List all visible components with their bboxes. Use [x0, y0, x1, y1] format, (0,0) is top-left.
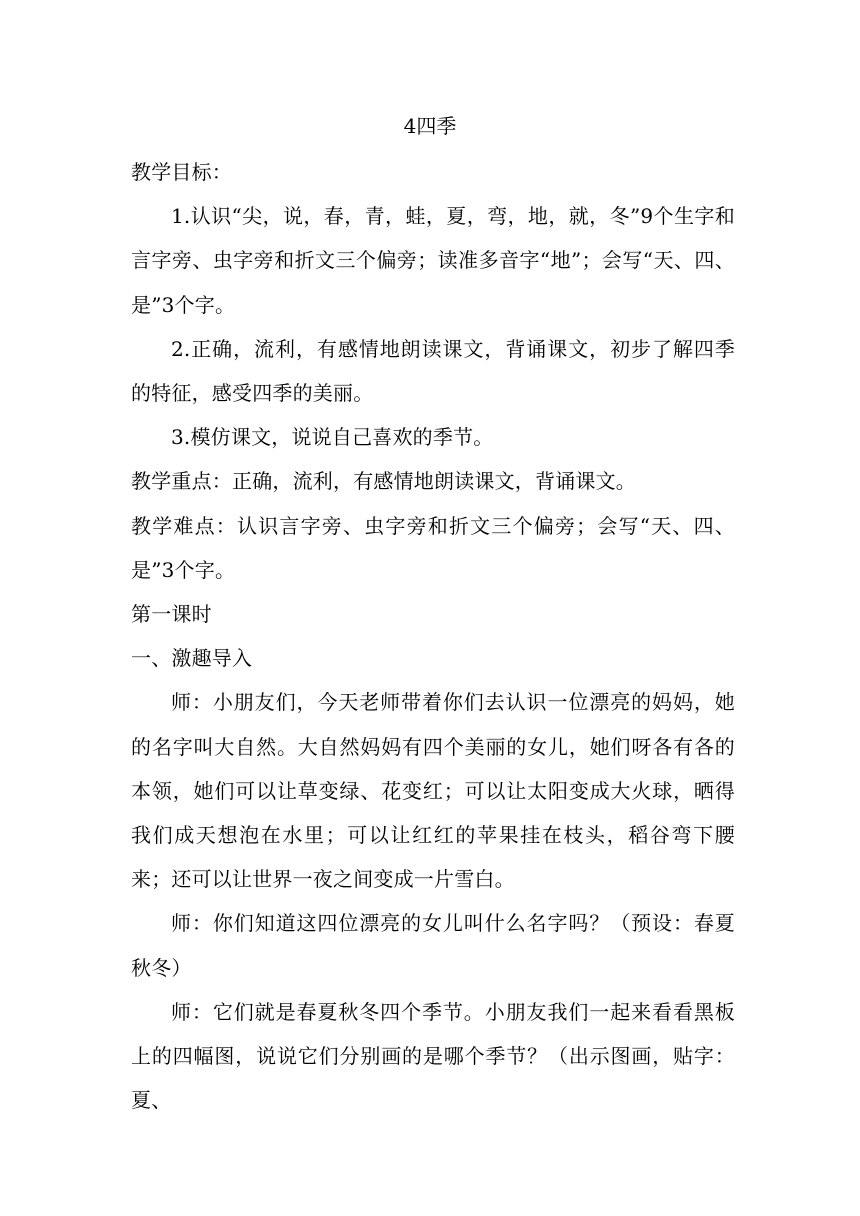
paragraph: 师：它们就是春夏秋冬四个季节。小朋友我们一起来看看黑板上的四幅图，说说它们分别画的是哪个季节？（出示图画，贴字：夏、 [131, 999, 735, 1113]
paragraph: 2.正确，流利，有感情地朗读课文，背诵课文，初步了解四季的特征，感受四季的美丽。 [131, 336, 735, 406]
paragraph: 1.认识“尖，说，春，青，蛙，夏，弯，地，就，冬”9个生字和言字旁、虫字旁和折文三个偏旁；读准多音字“地”；会写“天、四、是”3个字。 [131, 204, 735, 317]
section-heading: 一、激趣导入 [131, 646, 253, 671]
paragraph: 教学难点：认识言字旁、虫字旁和折文三个偏旁；会写“天、四、是”3个字。 [131, 513, 735, 582]
paragraph: 师：小朋友们，今天老师带着你们去认识一位漂亮的妈妈，她的名字叫大自然。大自然妈妈有四个美丽的女儿，她们呀各有各的本领，她们可以让草变绿、花变红；可以让太阳变成大火球，晒得我们成天想泡在水里；可以让红红的苹果挂在枝头，稻谷弯下腰来；还可以让世界一夜之间变成一片雪白。 [131, 690, 735, 892]
section-heading: 第一课时 [131, 602, 212, 627]
paragraph: 教学目标： [131, 160, 232, 184]
paragraph: 教学重点：正确，流利，有感情地朗读课文，背诵课文。 [131, 469, 636, 494]
paragraph: 师：你们知道这四位漂亮的女儿叫什么名字吗？（预设：春夏秋冬） [131, 911, 735, 980]
paragraph: 3.模仿课文，说说自己喜欢的季节。 [171, 425, 494, 450]
document-body [131, 150, 735, 1122]
document-title: 4四季 [403, 114, 457, 138]
